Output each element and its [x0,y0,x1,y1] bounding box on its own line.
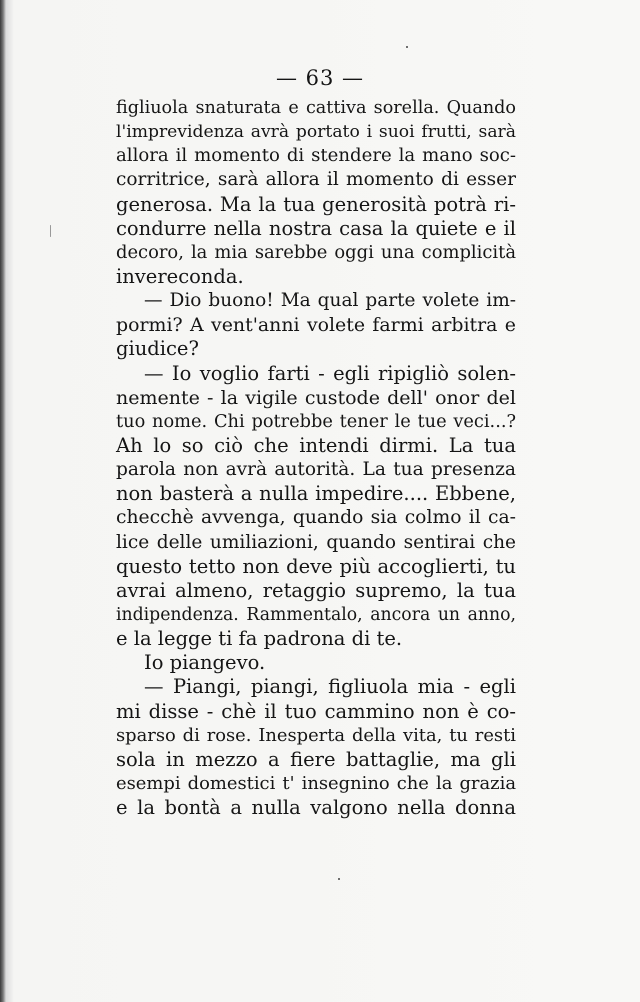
text-line: condurre nella nostra casa la quiete e il [116,216,516,240]
text-line: parola non avrà autorità. La tua presenza [116,459,516,481]
text-line: pormi? A vent'anni volete farmi arbitra e [116,314,516,337]
text-line: e la legge ti fa padrona di te. [116,627,403,651]
text-line: allora il momento di stendere la mano soc- [116,145,516,167]
text-line: esempi domestici t' insegnino che la grazia [116,772,516,794]
text-line: sola in mezzo a fiere battaglie, ma gli [116,747,516,771]
paper-speck [50,225,51,237]
body-text [116,96,516,820]
page-number: — 63 — [275,66,365,90]
text-line: l'imprevidenza avrà portato i suoi frutti, sarà [116,122,516,143]
paper-speck [338,878,340,880]
text-line: indipendenza. Rammentalo, ancora un anno, [116,604,516,625]
text-line: e la bontà a nulla valgono nella donna [116,796,516,820]
text-line: Ah lo so ciò che intendi dirmi. La tua [116,433,516,457]
text-line: checchè avvenga, quando sia colmo il ca- [116,507,516,529]
text-line: giudice? [116,337,199,361]
text-line: non basterà a nulla impedire.... Ebbene, [116,482,516,506]
text-line: generosa. Ma la tua generosità potrà ri- [116,192,516,216]
text-line: questo tetto non deve più accoglierti, tu [116,554,516,578]
paper-speck [406,46,408,48]
text-line: decoro, la mia sarebbe oggi una complicità [116,241,516,263]
text-line: Io piangevo. [144,651,266,675]
text-line: lice delle umiliazioni, quando sentirai che [116,531,516,553]
text-line: — Dio buono! Ma qual parte volete im- [144,290,516,312]
text-line: corritrice, sarà allora il momento di esser [116,169,516,191]
text-line: figliuola snaturata e cattiva sorella. Quando [116,98,516,118]
text-line: nemente - la vigile custode dell' onor del [116,386,516,409]
text-line: avrai almeno, retaggio supremo, la tua [116,578,516,602]
text-line: mi disse - chè il tuo cammino non è co- [116,699,516,723]
text-line: invereconda. [116,264,244,288]
text-line: sparso di rose. Inesperta della vita, tu resti [116,724,516,746]
text-line: tuo nome. Chi potrebbe tener le tue veci...? [116,411,516,432]
text-line: — Piangi, piangi, figliuola mia - egli [144,675,516,699]
text-line: — Io voglio farti - egli ripigliò solen- [144,361,516,385]
